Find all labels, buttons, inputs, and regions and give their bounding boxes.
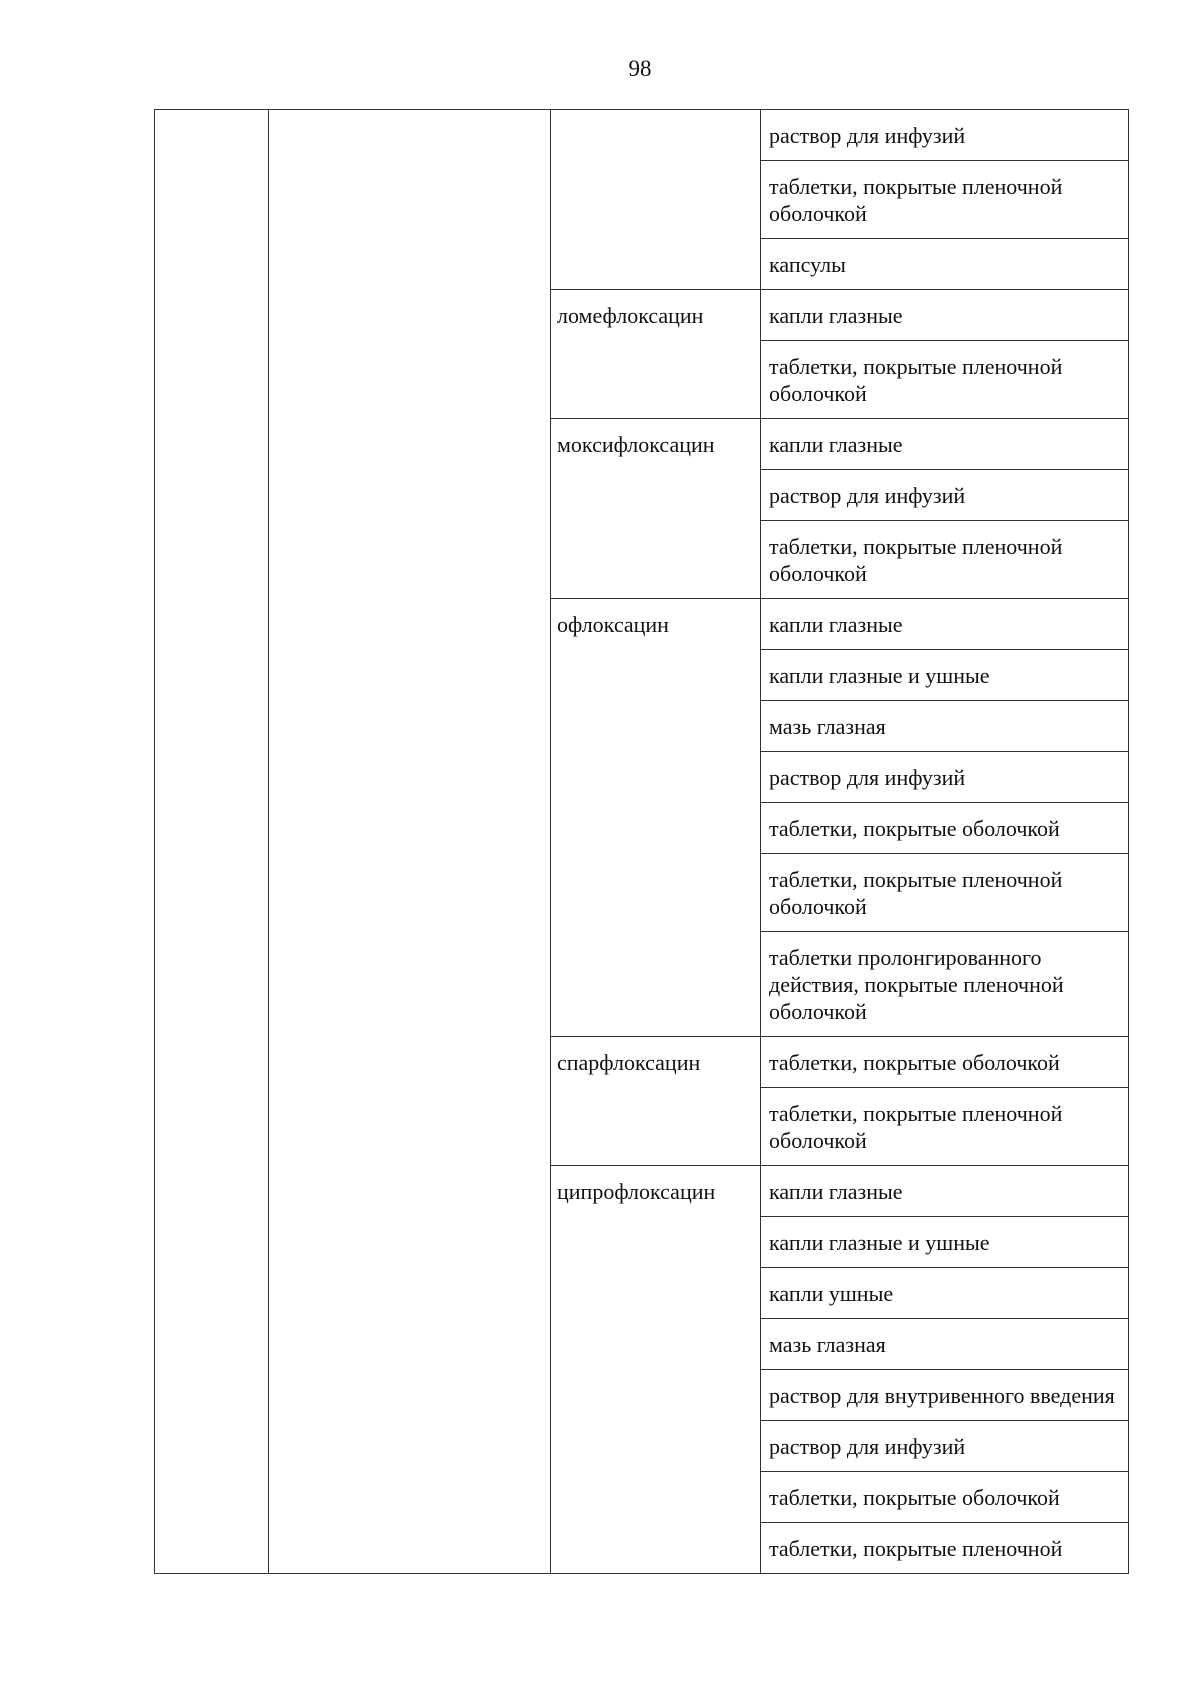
dosage-form-cell: раствор для инфузий: [761, 110, 1129, 161]
dosage-form-cell: раствор для инфузий: [761, 752, 1129, 803]
dosage-form-cell: таблетки, покрытые пленочной: [761, 1523, 1129, 1574]
pharmacological-group-cell: [269, 110, 551, 1574]
dosage-form-cell: таблетки, покрытые оболочкой: [761, 803, 1129, 854]
page-number: 98: [628, 56, 652, 81]
dosage-form-cell: мазь глазная: [761, 1319, 1129, 1370]
drug-name-cell: офлоксацин: [551, 599, 761, 1037]
drug-forms-table: [154, 109, 1129, 1574]
dosage-form-cell: таблетки пролонгированного действия, покрытые пленочной оболочкой: [761, 932, 1129, 1037]
dosage-form-cell: таблетки, покрытые оболочкой: [761, 1472, 1129, 1523]
dosage-form-cell: таблетки, покрытые пленочной оболочкой: [761, 521, 1129, 599]
drug-name-cell: моксифлоксацин: [551, 419, 761, 599]
dosage-form-cell: раствор для инфузий: [761, 1421, 1129, 1472]
dosage-form-cell: капли глазные: [761, 290, 1129, 341]
dosage-form-cell: капли глазные: [761, 419, 1129, 470]
drug-name-cell: ломефлоксацин: [551, 290, 761, 419]
drug-name-cell: спарфлоксацин: [551, 1037, 761, 1166]
dosage-form-cell: капли глазные: [761, 599, 1129, 650]
dosage-form-cell: мазь глазная: [761, 701, 1129, 752]
dosage-form-cell: капсулы: [761, 239, 1129, 290]
dosage-form-cell: раствор для внутривенного введения: [761, 1370, 1129, 1421]
drug-name-cell: ципрофлоксацин: [551, 1166, 761, 1574]
dosage-form-cell: таблетки, покрытые пленочной оболочкой: [761, 341, 1129, 419]
atc-code-cell: [155, 110, 269, 1574]
dosage-form-cell: таблетки, покрытые пленочной оболочкой: [761, 161, 1129, 239]
dosage-form-cell: таблетки, покрытые пленочной оболочкой: [761, 1088, 1129, 1166]
dosage-form-cell: капли глазные и ушные: [761, 1217, 1129, 1268]
dosage-form-cell: капли глазные: [761, 1166, 1129, 1217]
table-row: [155, 110, 1129, 161]
drug-name-cell: [551, 110, 761, 290]
dosage-form-cell: таблетки, покрытые пленочной оболочкой: [761, 854, 1129, 932]
dosage-form-cell: капли глазные и ушные: [761, 650, 1129, 701]
dosage-form-cell: капли ушные: [761, 1268, 1129, 1319]
dosage-form-cell: таблетки, покрытые оболочкой: [761, 1037, 1129, 1088]
dosage-form-cell: раствор для инфузий: [761, 470, 1129, 521]
